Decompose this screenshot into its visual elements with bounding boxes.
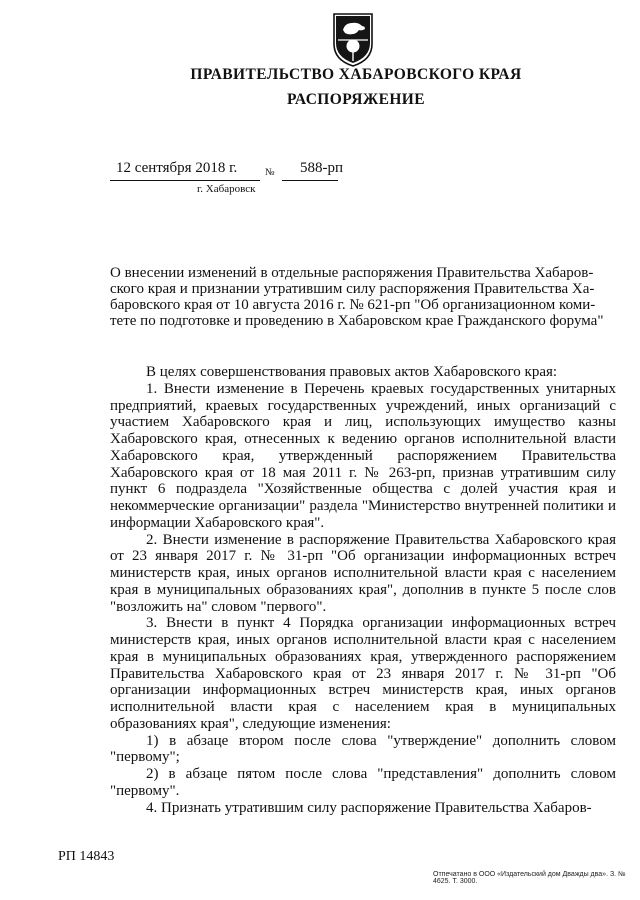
document-subject <box>110 265 616 329</box>
body-paragraph: 1) в абзаце втором после слова "утверждение" дополнить словом "первому"; <box>110 732 616 766</box>
government-title: ПРАВИТЕЛЬСТВО ХАБАРОВСКОГО КРАЯ <box>190 66 522 83</box>
registry-code: РП 14843 <box>58 849 115 864</box>
body-paragraph: 1. Внести изменение в Перечень краевых государственных унитарных предприятий, краевых государственных учреждений, иных организаций с участием Хабаровского края и лиц, использующих имущество казны Хабаровского края, отнесенных к ведению органов исполнительной власти Хабаровского края, утвержденный распоряжением Правительства Хабаровского края от 18 мая 2011 г. № 263-рп, признав утратившим силу пункт 6 подраздела "Хозяйственные общества с долей участия края и некоммерческие организации" раздела "Министерство внутренней политики и информации Хабаровского края". <box>110 380 616 531</box>
document-type-title: РАСПОРЯЖЕНИЕ <box>286 91 426 108</box>
number-underline <box>282 180 338 181</box>
body-paragraph: В целях совершенствования правовых актов Хабаровского края: <box>146 364 558 380</box>
document-body <box>110 364 616 816</box>
body-paragraph: 4. Признать утратившим силу распоряжение Правительства Хабаров- <box>146 799 592 816</box>
subject-line: О внесении изменений в отдельные распоряжения Правительства Хабаров- <box>110 265 594 281</box>
subject-line: ского края и признании утратившим силу распоряжения Правительства Ха- <box>110 281 595 297</box>
body-paragraph: 3. Внести в пункт 4 Порядка организации информационных встреч министерств края, иных органов исполнительной власти края с населением края в муниципальных образованиях края, утвержденного распоряжением Правительства Хабаровского края от 23 января 2017 г. № 31-рп "Об организации информационных встреч министерств края, иных органов исполнительной власти края с населением края в муниципальных образованиях края", следующие изменения: <box>110 615 616 732</box>
body-paragraph: 2. Внести изменение в распоряжение Правительства Хабаровского края от 23 января 2017 г. № 31-рп "Об организации информационных встреч министерств края, иных органов исполнительной власти края с населением края в муниципальных образованиях края", дополнив в пункте 5 после слов "возложить на" словом "первого". <box>110 531 616 615</box>
date-underline <box>110 180 260 181</box>
document-city: г. Хабаровск <box>197 183 256 195</box>
document-number: 588-рп <box>300 160 344 176</box>
subject-line: тете по подготовке и проведению в Хабаровском крае Гражданского форума" <box>110 313 604 329</box>
number-sign: № <box>265 167 275 178</box>
printer-imprint: Отпечатано в ООО «Издательский дом Дважды два». З. № 4625. Т. 3000. <box>433 871 626 885</box>
body-paragraph: 2) в абзаце пятом после слова "представления" дополнить словом "первому". <box>110 766 616 799</box>
document-date: 12 сентября 2018 г. <box>116 160 238 176</box>
subject-line: баровского края от 10 августа 2016 г. № 621-рп "Об организационном коми- <box>110 297 596 313</box>
coat-of-arms-emblem <box>331 10 375 68</box>
